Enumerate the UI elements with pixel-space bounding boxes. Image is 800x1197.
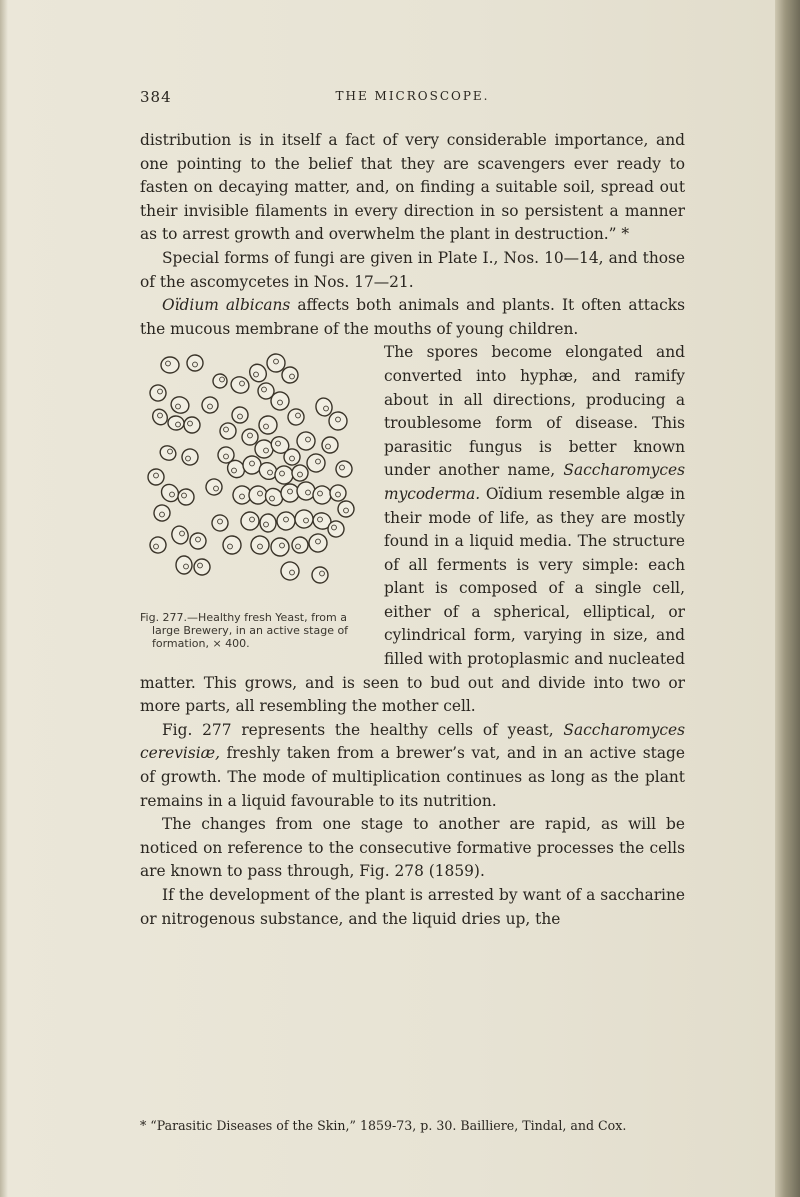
yeast-cell — [150, 407, 170, 428]
figure-277 — [140, 345, 372, 650]
footnote: * “Parasitic Diseases of the Skin,” 1859-73, p. 30. Bailliere, Tindal, and Cox. — [140, 1118, 627, 1133]
yeast-cell — [307, 532, 329, 554]
yeast-cell — [201, 396, 220, 415]
species-name-mycoderma: Saccharomyces mycoderma. — [384, 461, 685, 503]
yeast-cell — [147, 468, 166, 487]
yeast-cell — [247, 533, 272, 558]
page-header — [140, 88, 685, 112]
species-name-saccharomyces: Saccharomyces cerevisiæ, — [140, 720, 685, 763]
paragraph-3-text-a: affects both animals and plants. It often attacks the mucous membrane of the mouths of young children. — [140, 296, 685, 338]
paragraph-3-text-c: Oïdium resemble algæ in their mode of life, as they are mostly found in a liquid media. The structure of all ferments is very simple: each plant is composed of a single cell, either of a spherical, elliptical, or cylindrical form, varying in size, and filled with protoplasmic and nucleated matter. This grows, and is seen to bud out and divide into two or more parts, all resembling the mother cell. — [140, 484, 685, 716]
body-text — [140, 129, 685, 931]
yeast-cell — [187, 530, 209, 552]
paragraph-5: The changes from one stage to another are rapid, as will be noticed on reference to the consecutive formative processes the cells are known to pass through, Fig. 278 (1859). — [140, 815, 685, 881]
yeast-cell — [337, 500, 355, 518]
yeast-cell — [209, 513, 231, 535]
species-name-oidium: Oïdium albicans — [162, 296, 291, 315]
paragraph-3 — [140, 294, 685, 341]
paragraph-4-text-a: Fig. 277 represents the healthy cells of yeast, — [162, 720, 564, 739]
yeast-cell — [243, 456, 262, 475]
paragraph-3-text-b: The spores become elongated and converted into hyphæ, and ramify about in all directions, producing a troublesome form of disease. This parasitic fungus is better known under another name, — [384, 343, 685, 480]
yeast-cells-illustration — [140, 345, 372, 607]
running-head: THE MICROSCOPE. — [335, 89, 490, 103]
paragraph-1: distribution is in itself a fact of very considerable importance, and one pointing to the belief that they are scavengers ever ready to fasten on decaying matter, and, on finding a suitable soil, spread out their invisible filaments in every direction in so persistent a manner as to arrest growth and overwhelm the plant in destruction.” * — [140, 131, 685, 244]
page-left-edge — [0, 0, 8, 1197]
yeast-cell — [229, 404, 252, 427]
paragraph-6: If the development of the plant is arrested by want of a saccharine or nitrogenous substance, and the liquid dries up, the — [140, 886, 685, 928]
yeast-cell — [151, 502, 173, 524]
yeast-cell — [184, 352, 206, 374]
page-number: 384 — [140, 88, 172, 106]
book-spine — [775, 0, 800, 1197]
paragraph-4-text-b: freshly taken from a brewer’s vat, and in an active stage of growth. The mode of multiplication continues as long as the plant remains in a liquid favourable to its nutrition. — [140, 744, 685, 810]
paragraph-4 — [140, 719, 685, 813]
yeast-cell — [266, 354, 285, 373]
paragraph-2: Special forms of fungi are given in Plate I., Nos. 10—14, and those of the ascomycetes in Nos. 17—21. — [140, 248, 685, 291]
figure-caption: Fig. 277.—Healthy fresh Yeast, from a large Brewery, in an active stage of formation, × 400. — [140, 611, 349, 651]
yeast-cell — [328, 484, 347, 503]
